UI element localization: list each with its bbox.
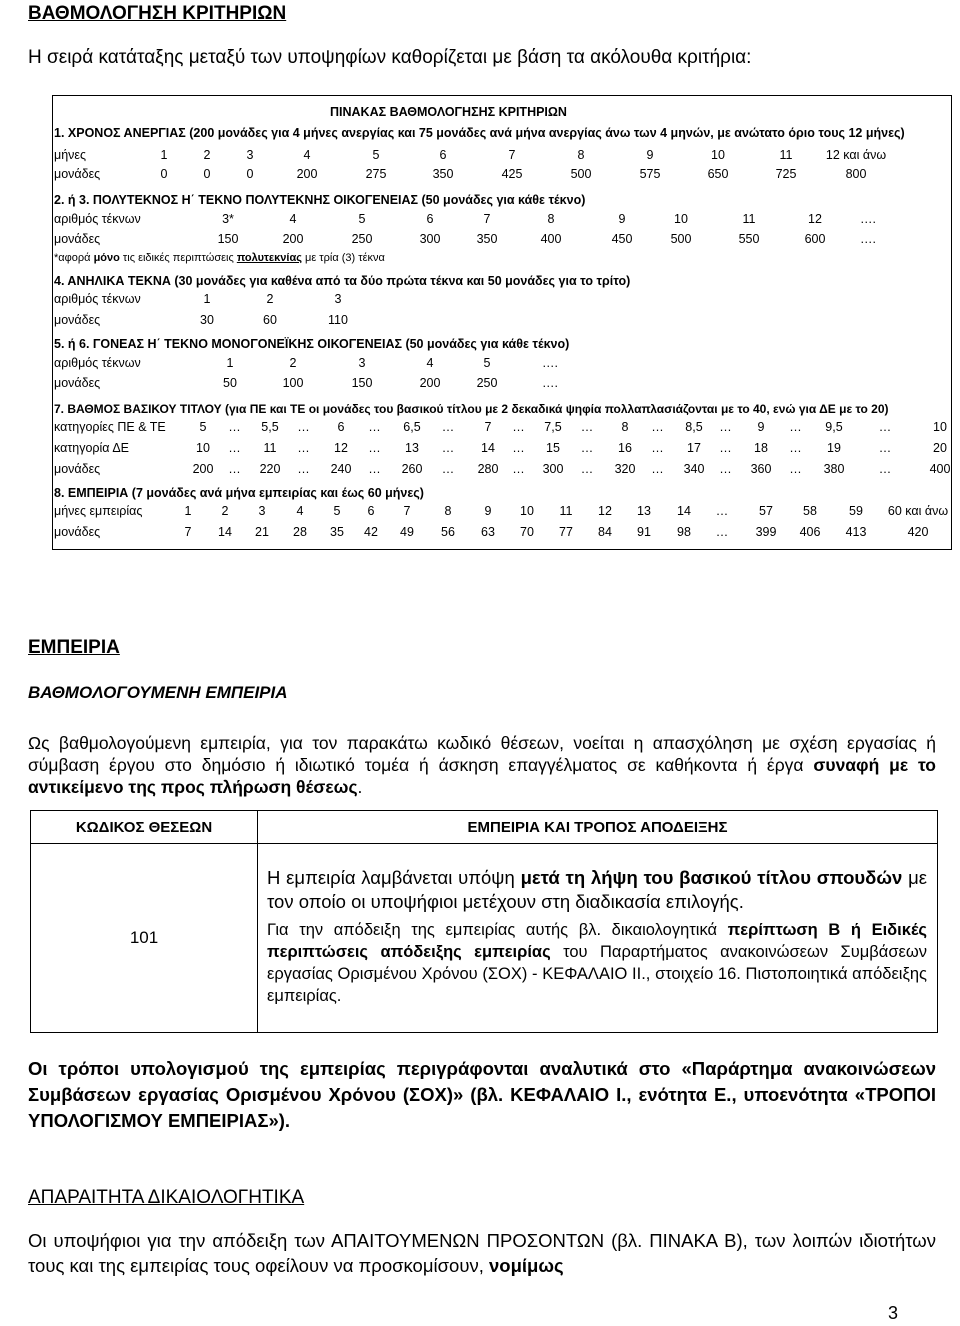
- ellipsis-separator: …: [441, 441, 455, 455]
- s5-points-cell: 100: [282, 376, 304, 390]
- s4-children-cell: 1: [203, 292, 211, 306]
- s8-points-cell: 28: [293, 525, 307, 539]
- s7-points-cell: 320: [614, 462, 636, 476]
- s7-row3-label: μονάδες: [54, 462, 101, 476]
- s2-points-cell: 150: [217, 232, 239, 246]
- ellipsis-separator: …: [580, 441, 594, 455]
- s2-points-cell: 350: [476, 232, 498, 246]
- experience-proof-p2: Για την απόδειξη της εμπειρίας αυτής βλ. δικαιολογητικά περίπτωση Β ή Ειδικές περιπτώσεις απόδειξης εμπειρίας του Παραρτήματος ανακοινώσεων Συμβάσεων εργασίας Ορισμένου Χρόνου (ΣΟΧ) - ΚΕΦΑΛΑΙΟ ΙΙ., στοιχείο 16. Πιστοποιητικά απόδειξης εμπειρίας.: [267, 920, 927, 1005]
- s7-points-cell: 360: [750, 462, 772, 476]
- ellipsis-separator: …: [651, 462, 664, 476]
- s7-pe-te-cell: 9: [757, 420, 765, 434]
- experience-proof-cell: [258, 844, 938, 1033]
- s5-children-cell: 3: [358, 356, 366, 370]
- s1-title: 1. ΧΡΟΝΟΣ ΑΝΕΡΓΙΑΣ (200 μονάδες για 4 μήνες ανεργίας και 75 μονάδες ανά μήνα ανεργίας άνω των 4 μηνών, με ανώτατο όριο τους 12 μήνες): [54, 126, 905, 140]
- s8-points-cell: 420: [907, 525, 929, 539]
- s8-points-cell: 14: [218, 525, 232, 539]
- experience-subheading: ΒΑΘΜΟΛΟΓΟΥΜΕΝΗ ΕΜΠΕΙΡΙΑ: [28, 683, 288, 702]
- experience-proof-p1: Η εμπειρία λαμβάνεται υπόψη μετά τη λήψη του βασικού τίτλου σπουδών με τον οποίο οι υποψήφιοι μετέχουν στη διαδικασία επιλογής.: [267, 866, 928, 912]
- docs-heading: ΑΠΑΡΑΙΤΗΤΑ ΔΙΚΑΙΟΛΟΓΗΤΙΚΑ: [28, 1187, 305, 1208]
- ellipsis-separator: …: [719, 462, 732, 476]
- s8-points-cell: 98: [677, 525, 691, 539]
- s4-children-cell: 2: [266, 292, 274, 306]
- s8-months-cell: 58: [803, 504, 817, 518]
- docs-paragraph: Οι υποψήφιοι για την απόδειξη των ΑΠΑΙΤΟΥΜΕΝΩΝ ΠΡΟΣΟΝΤΩΝ (βλ. ΠΙΝΑΚΑ Β), των λοιπών ιδιοτήτων τους και της εμπειρίας τους οφείλουν να προσκομίσουν, νομίμως: [28, 1230, 936, 1276]
- s1-months-cell: 7: [508, 148, 516, 162]
- s7-de-cell: 20: [933, 441, 947, 455]
- s8-points-cell: 21: [255, 525, 269, 539]
- s2-points-cell: 600: [804, 232, 826, 246]
- ellipsis-separator: …: [512, 462, 525, 476]
- s8-months-cell: 5: [333, 504, 341, 518]
- code-table-header-code: ΚΩΔΙΚΟΣ ΘΕΣΕΩΝ: [31, 811, 258, 844]
- ellipsis-separator: …: [297, 462, 310, 476]
- s8-months-cell: 3: [258, 504, 266, 518]
- s7-pe-te-cell: 6,5: [403, 420, 421, 434]
- s1-points-cell: 425: [501, 167, 523, 181]
- s4-points-cell: 30: [200, 313, 214, 327]
- ellipsis-separator: …: [878, 420, 892, 434]
- s8-points-cell: …: [715, 525, 729, 539]
- s4-row1-label: αριθμός τέκνων: [54, 292, 141, 306]
- s5-points-cell: 250: [476, 376, 498, 390]
- s8-row1-label: μήνες εμπειρίας: [54, 504, 143, 518]
- s7-row1-label: κατηγορίες ΠΕ & ΤΕ: [54, 420, 166, 434]
- s8-points-cell: 91: [637, 525, 651, 539]
- s1-months-cell: 8: [577, 148, 585, 162]
- s8-points-cell: 42: [364, 525, 378, 539]
- s4-points-cell: 60: [263, 313, 277, 327]
- s7-de-cell: 12: [334, 441, 348, 455]
- s2-points-cell: 450: [611, 232, 633, 246]
- calculation-paragraph: Οι τρόποι υπολογισμού της εμπειρίας περιγράφονται αναλυτικά στο «Παράρτημα ανακοινώσεων Συμβάσεων εργασίας Ορισμένου Χρόνου (ΣΟΧ)» (βλ. ΚΕΦΑΛΑΙΟ Ι., ενότητα Ε., υποενότητα «ΤΡΟΠΟΙ ΥΠΟΛΟΓΙΣΜΟΥ ΕΜΠΕΙΡΙΑΣ»).: [28, 1058, 936, 1131]
- s7-points-cell: 200: [192, 462, 214, 476]
- ellipsis-separator: …: [512, 420, 525, 434]
- s7-row2-label: κατηγορία ΔΕ: [54, 441, 129, 455]
- ellipsis-separator: …: [297, 420, 310, 434]
- s5-children-cell: 4: [426, 356, 434, 370]
- s8-months-cell: 60 και άνω: [887, 504, 949, 518]
- ellipsis-separator: …: [228, 420, 241, 434]
- s7-pe-te-cell: 7,5: [544, 420, 562, 434]
- s8-months-cell: 9: [484, 504, 492, 518]
- s7-pe-te-cell: 8,5: [685, 420, 703, 434]
- s7-pe-te-cell: 5,5: [261, 420, 279, 434]
- s7-pe-te-cell: 8: [621, 420, 629, 434]
- s7-de-cell: 14: [481, 441, 495, 455]
- page-number: 3: [888, 1303, 899, 1323]
- code-table-header-experience: ΕΜΠΕΙΡΙΑ ΚΑΙ ΤΡΟΠΟΣ ΑΠΟΔΕΙΞΗΣ: [258, 811, 938, 844]
- ellipsis-separator: …: [512, 441, 525, 455]
- s7-points-cell: 220: [259, 462, 281, 476]
- s8-points-cell: 35: [330, 525, 344, 539]
- s1-points-cell: 350: [432, 167, 454, 181]
- s1-months-cell: 2: [203, 148, 211, 162]
- s1-points-cell: 275: [365, 167, 387, 181]
- s5-points-cell: 50: [223, 376, 237, 390]
- s2-points-cell: 250: [351, 232, 373, 246]
- ellipsis-separator: …: [580, 420, 594, 434]
- s7-points-cell: 400: [929, 462, 951, 476]
- ellipsis-separator: …: [789, 441, 802, 455]
- s1-months-cell: 3: [246, 148, 254, 162]
- s1-months-cell: 9: [646, 148, 654, 162]
- s5-children-cell: 2: [289, 356, 297, 370]
- code-table: [30, 810, 938, 1033]
- s8-points-cell: 7: [184, 525, 192, 539]
- experience-paragraph: Ως βαθμολογούμενη εμπειρία, για τον παρακάτω κωδικό θέσεων, νοείται η απασχόληση με σχέση εργασίας ή σύμβαση έργου στο δημόσιο ή ιδιωτικό τομέα ή άσκηση επαγγέλματος σε καθήκοντα ή έργα συναφή με το αντικείμενο της προς πλήρωση θέσεως.: [28, 733, 937, 797]
- ellipsis-separator: …: [441, 420, 455, 434]
- s8-months-cell: 57: [759, 504, 773, 518]
- ellipsis-separator: …: [719, 420, 732, 434]
- s2-points-cell: 200: [282, 232, 304, 246]
- s7-de-cell: 16: [618, 441, 632, 455]
- s1-months-cell: 12 και άνω: [825, 148, 887, 162]
- ellipsis-separator: …: [297, 441, 310, 455]
- s1-points-cell: 0: [246, 167, 254, 181]
- ellipsis-separator: …: [878, 462, 892, 476]
- s1-points-cell: 575: [639, 167, 661, 181]
- s1-points-cell: 650: [707, 167, 729, 181]
- s8-points-cell: 63: [481, 525, 495, 539]
- s7-de-cell: 10: [196, 441, 210, 455]
- s7-pe-te-cell: 5: [199, 420, 207, 434]
- s8-months-cell: 59: [849, 504, 863, 518]
- s2-points-cell: 550: [738, 232, 760, 246]
- s1-months-cell: 6: [439, 148, 447, 162]
- s1-row1-label: μήνες: [54, 148, 87, 162]
- ellipsis-separator: …: [368, 420, 381, 434]
- s4-children-cell: 3: [334, 292, 342, 306]
- s5-children-cell: 1: [226, 356, 234, 370]
- ellipsis-separator: …: [228, 462, 241, 476]
- s8-months-cell: 11: [559, 504, 573, 518]
- s4-points-cell: 110: [328, 313, 348, 327]
- s2-points-cell: 300: [419, 232, 441, 246]
- s5-points-cell: 150: [351, 376, 373, 390]
- s2-row2-label: μονάδες: [54, 232, 101, 246]
- s2-children-cell: 3*: [222, 212, 234, 226]
- s8-months-cell: 1: [184, 504, 192, 518]
- ellipsis-separator: …: [441, 462, 455, 476]
- s1-months-cell: 4: [303, 148, 311, 162]
- ellipsis-separator: …: [368, 441, 381, 455]
- s8-months-cell: 8: [444, 504, 452, 518]
- s8-months-cell: 13: [637, 504, 651, 518]
- s7-de-cell: 13: [405, 441, 419, 455]
- s7-pe-te-cell: 6: [337, 420, 345, 434]
- s1-row2-label: μονάδες: [54, 167, 101, 181]
- s5-title: 5. ή 6. ΓΟΝΕΑΣ Η΄ ΤΕΚΝΟ ΜΟΝΟΓΟΝΕΪΚΗΣ ΟΙΚΟΓΕΝΕΙΑΣ (50 μονάδες για κάθε τέκνο): [54, 337, 570, 351]
- s2-children-cell: ….: [860, 212, 876, 226]
- s7-points-cell: 260: [401, 462, 423, 476]
- s5-children-cell: 5: [483, 356, 491, 370]
- s2-row1-label: αριθμός τέκνων: [54, 212, 141, 226]
- ellipsis-separator: …: [789, 420, 802, 434]
- s8-points-cell: 399: [755, 525, 777, 539]
- s2-children-cell: 9: [618, 212, 626, 226]
- s2-children-cell: 10: [674, 212, 688, 226]
- intro-text: Η σειρά κατάταξης μεταξύ των υποψηφίων καθορίζεται με βάση τα ακόλουθα κριτήρια:: [28, 47, 752, 68]
- s8-months-cell: …: [715, 504, 729, 518]
- s8-points-cell: 77: [559, 525, 573, 539]
- s2-children-cell: 4: [289, 212, 297, 226]
- s7-pe-te-cell: 10: [933, 420, 947, 434]
- s8-row2-label: μονάδες: [54, 525, 101, 539]
- s5-points-cell: 200: [419, 376, 441, 390]
- s7-title: 7. ΒΑΘΜΟΣ ΒΑΣΙΚΟΥ ΤΙΤΛΟΥ (για ΠΕ και ΤΕ οι μονάδες του βασικού τίτλου με 2 δεκαδικά ψηφία πολλαπλασιάζονται με το 40, ενώ για ΔΕ με το 20): [54, 402, 889, 416]
- s2-points-cell: 400: [540, 232, 562, 246]
- s1-months-cell: 1: [160, 148, 168, 162]
- s8-points-cell: 70: [520, 525, 534, 539]
- s8-months-cell: 12: [598, 504, 612, 518]
- s2-children-cell: 12: [808, 212, 822, 226]
- s5-row1-label: αριθμός τέκνων: [54, 356, 141, 370]
- s8-months-cell: 2: [221, 504, 229, 518]
- s7-points-cell: 300: [542, 462, 564, 476]
- experience-heading: ΕΜΠΕΙΡΙΑ: [28, 637, 120, 658]
- s7-points-cell: 240: [330, 462, 352, 476]
- s2-children-cell: 5: [358, 212, 366, 226]
- s1-months-cell: 11: [779, 148, 793, 162]
- ellipsis-separator: …: [651, 420, 664, 434]
- s5-children-cell: ….: [542, 356, 558, 370]
- s8-months-cell: 14: [677, 504, 691, 518]
- s1-months-cell: 10: [711, 148, 725, 162]
- s8-points-cell: 84: [598, 525, 612, 539]
- ellipsis-separator: …: [580, 462, 594, 476]
- s8-points-cell: 56: [441, 525, 455, 539]
- s7-points-cell: 340: [683, 462, 705, 476]
- s1-months-cell: 5: [372, 148, 380, 162]
- s8-points-cell: 413: [845, 525, 867, 539]
- ellipsis-separator: …: [719, 441, 732, 455]
- s5-points-cell: ….: [542, 376, 558, 390]
- code-cell: 101: [31, 844, 258, 1033]
- s7-pe-te-cell: 7: [484, 420, 492, 434]
- s2-note: *αφορά μόνο τις ειδικές περιπτώσεις πολυτεκνίας με τρία (3) τέκνα: [54, 252, 385, 264]
- s2-children-cell: 8: [547, 212, 555, 226]
- s2-children-cell: 7: [483, 212, 491, 226]
- s2-title: 2. ή 3. ΠΟΛΥΤΕΚΝΟΣ Η΄ ΤΕΚΝΟ ΠΟΛΥΤΕΚΝΗΣ ΟΙΚΟΓΕΝΕΙΑΣ (50 μονάδες για κάθε τέκνο): [54, 193, 586, 207]
- s2-points-cell: 500: [670, 232, 692, 246]
- s7-de-cell: 19: [827, 441, 841, 455]
- s8-months-cell: 6: [367, 504, 375, 518]
- s8-months-cell: 10: [520, 504, 534, 518]
- s2-children-cell: 11: [742, 212, 756, 226]
- s8-months-cell: 7: [403, 504, 411, 518]
- s7-de-cell: 15: [546, 441, 560, 455]
- s7-points-cell: 380: [823, 462, 845, 476]
- s8-points-cell: 49: [400, 525, 414, 539]
- s7-points-cell: 280: [477, 462, 499, 476]
- s7-de-cell: 11: [263, 441, 277, 455]
- ellipsis-separator: …: [368, 462, 381, 476]
- ellipsis-separator: …: [789, 462, 802, 476]
- s1-points-cell: 200: [296, 167, 318, 181]
- s1-points-cell: 800: [845, 167, 867, 181]
- s1-points-cell: 500: [570, 167, 592, 181]
- s8-points-cell: 406: [799, 525, 821, 539]
- s7-de-cell: 18: [754, 441, 768, 455]
- s4-title: 4. ΑΝΗΛΙΚΑ ΤΕΚΝΑ (30 μονάδες για καθένα από τα δύο πρώτα τέκνα και 50 μονάδες για το τρίτο): [54, 274, 631, 288]
- page-heading: ΒΑΘΜΟΛΟΓΗΣΗ ΚΡΙΤΗΡΙΩΝ: [28, 3, 287, 24]
- s8-months-cell: 4: [296, 504, 304, 518]
- s1-points-cell: 0: [203, 167, 211, 181]
- s2-points-cell: ….: [860, 232, 876, 246]
- ellipsis-separator: …: [878, 441, 892, 455]
- s8-title: 8. ΕΜΠΕΙΡΙΑ (7 μονάδες ανά μήνα εμπειρίας και έως 60 μήνες): [54, 486, 424, 500]
- ellipsis-separator: …: [651, 441, 664, 455]
- s1-points-cell: 0: [160, 167, 168, 181]
- ellipsis-separator: …: [228, 441, 241, 455]
- s5-row2-label: μονάδες: [54, 376, 101, 390]
- s7-pe-te-cell: 9,5: [825, 420, 843, 434]
- s4-row2-label: μονάδες: [54, 313, 101, 327]
- criteria-table-box: [52, 95, 952, 550]
- criteria-table-title: ΠΙΝΑΚΑΣ ΒΑΘΜΟΛΟΓΗΣΗΣ ΚΡΙΤΗΡΙΩΝ: [330, 105, 567, 119]
- s1-points-cell: 725: [775, 167, 797, 181]
- s7-de-cell: 17: [687, 441, 701, 455]
- s2-children-cell: 6: [426, 212, 434, 226]
